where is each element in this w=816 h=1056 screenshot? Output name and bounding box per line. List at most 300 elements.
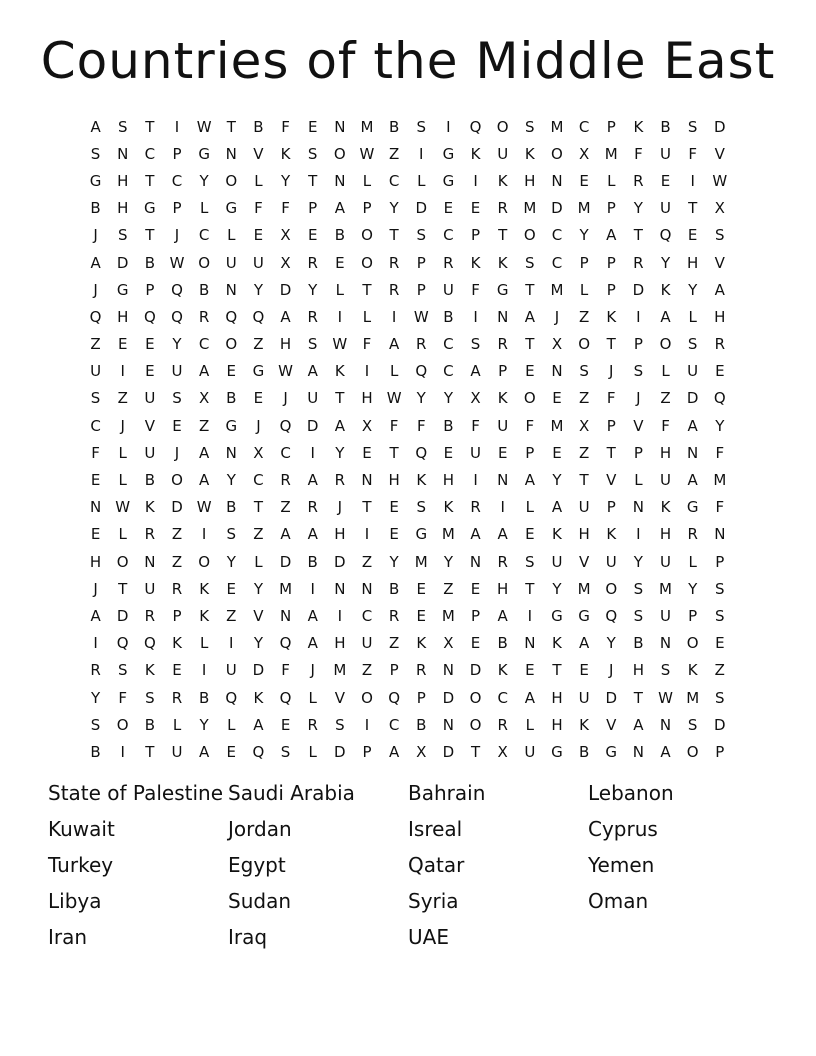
grid-letter: M xyxy=(360,117,374,136)
grid-letter: S xyxy=(470,335,481,354)
grid-letter: T xyxy=(145,117,155,136)
grid-letter: B xyxy=(144,471,155,490)
grid-letter: P xyxy=(416,253,426,272)
grid-letter: E xyxy=(172,416,182,435)
grid-letter: P xyxy=(362,742,372,761)
grid-letter: H xyxy=(442,471,455,490)
grid-letter: V xyxy=(578,552,590,571)
grid-letter: B xyxy=(144,715,155,734)
grid-letter: X xyxy=(578,416,590,435)
grid-letter: U xyxy=(361,634,373,653)
grid-letter: E xyxy=(552,389,562,408)
grid-letter: G xyxy=(442,171,455,190)
grid-letter: Y xyxy=(416,389,426,408)
grid-letter: A xyxy=(687,471,698,490)
grid-letter: A xyxy=(307,606,318,625)
grid-letter: P xyxy=(471,606,481,625)
grid-letter: T xyxy=(226,117,236,136)
grid-letter: M xyxy=(713,471,727,490)
grid-letter: Q xyxy=(143,634,156,653)
grid-letter: S xyxy=(416,117,427,136)
grid-letter: E xyxy=(226,742,237,761)
grid-letter: P xyxy=(715,742,725,761)
grid-letter: S xyxy=(90,389,101,408)
grid-letter: N xyxy=(117,144,129,163)
grid-letter: U xyxy=(144,443,156,462)
grid-letter: P xyxy=(606,253,616,272)
grid-letter: E xyxy=(579,661,589,680)
grid-letter: A xyxy=(388,335,400,354)
grid-letter: T xyxy=(606,443,616,462)
grid-letter: J xyxy=(283,389,288,408)
grid-row xyxy=(82,113,734,140)
grid-letter: I xyxy=(364,715,370,734)
grid-letter: T xyxy=(606,335,616,354)
grid-row xyxy=(82,358,734,385)
grid-letter: K xyxy=(172,634,182,653)
grid-letter: E xyxy=(145,335,155,354)
grid-letter: A xyxy=(280,525,291,544)
grid-letter: L xyxy=(579,280,589,299)
grid-letter: G xyxy=(144,199,156,218)
grid-letter: U xyxy=(660,606,672,625)
grid-letter: P xyxy=(606,199,616,218)
grid-letter: F xyxy=(688,144,697,163)
grid-letter: O xyxy=(225,171,238,190)
grid-letter: E xyxy=(470,579,481,598)
grid-letter: K xyxy=(497,253,508,272)
grid-letter: A xyxy=(307,634,318,653)
grid-row xyxy=(82,494,734,521)
grid-letter: L xyxy=(688,307,697,326)
word-list-item: Kuwait xyxy=(48,817,115,841)
grid-letter: N xyxy=(279,606,292,625)
grid-letter: P xyxy=(633,335,643,354)
grid-letter: N xyxy=(551,171,563,190)
grid-letter: Q xyxy=(225,307,238,326)
grid-row xyxy=(82,167,734,194)
grid-letter: V xyxy=(606,471,617,490)
grid-row xyxy=(82,222,734,249)
grid-letter: R xyxy=(497,552,508,571)
grid-letter: M xyxy=(441,606,455,625)
grid-letter: T xyxy=(145,742,155,761)
grid-letter: P xyxy=(172,606,182,625)
grid-row xyxy=(82,548,734,575)
grid-letter: V xyxy=(144,416,155,435)
grid-letter: B xyxy=(497,634,508,653)
grid-letter: H xyxy=(117,171,129,190)
grid-letter: H xyxy=(361,389,373,408)
grid-letter: U xyxy=(144,579,156,598)
grid-letter: R xyxy=(388,606,400,625)
grid-letter: C xyxy=(388,715,400,734)
grid-letter: O xyxy=(523,389,536,408)
grid-letter: Y xyxy=(715,416,725,435)
grid-letter: A xyxy=(307,362,318,381)
grid-letter: H xyxy=(632,661,645,680)
grid-letter: X xyxy=(280,253,291,272)
grid-letter: D xyxy=(469,661,482,680)
grid-letter: F xyxy=(91,443,100,462)
grid-letter: E xyxy=(90,471,101,490)
grid-letter: N xyxy=(334,579,346,598)
grid-letter: T xyxy=(253,498,263,517)
grid-letter: J xyxy=(93,226,98,245)
grid-letter: D xyxy=(714,117,726,136)
grid-letter: N xyxy=(497,307,509,326)
grid-letter: L xyxy=(199,634,209,653)
grid-letter: O xyxy=(469,715,482,734)
grid-letter: R xyxy=(334,471,346,490)
grid-letter: Q xyxy=(252,307,265,326)
grid-letter: C xyxy=(171,171,183,190)
grid-letter: F xyxy=(715,443,725,462)
grid-letter: Y xyxy=(552,579,562,598)
grid-letter: E xyxy=(226,579,237,598)
grid-letter: B xyxy=(198,280,210,299)
grid-letter: Z xyxy=(578,389,590,408)
grid-letter: B xyxy=(226,389,237,408)
grid-letter: S xyxy=(687,715,698,734)
grid-letter: G xyxy=(252,362,265,381)
grid-letter: E xyxy=(497,443,508,462)
grid-letter: Q xyxy=(171,280,183,299)
grid-letter: A xyxy=(687,416,698,435)
grid-letter: H xyxy=(659,525,672,544)
grid-letter: Z xyxy=(660,389,671,408)
grid-letter: C xyxy=(90,416,101,435)
grid-letter: R xyxy=(307,715,318,734)
grid-letter: H xyxy=(687,253,699,272)
grid-letter: N xyxy=(659,634,672,653)
grid-letter: W xyxy=(386,389,402,408)
grid-letter: Z xyxy=(171,525,183,544)
grid-letter: W xyxy=(359,144,375,163)
grid-letter: C xyxy=(198,226,210,245)
grid-letter: H xyxy=(334,634,346,653)
grid-letter: O xyxy=(523,226,536,245)
grid-letter: I xyxy=(419,144,424,163)
grid-letter: K xyxy=(199,606,210,625)
grid-letter: A xyxy=(524,471,535,490)
grid-letter: U xyxy=(660,199,672,218)
grid-letter: X xyxy=(578,144,590,163)
grid-row xyxy=(82,684,734,711)
grid-letter: P xyxy=(145,280,155,299)
grid-letter: A xyxy=(470,362,481,381)
grid-letter: M xyxy=(550,280,564,299)
grid-letter: U xyxy=(225,661,237,680)
grid-letter: F xyxy=(471,416,480,435)
grid-letter: K xyxy=(144,661,155,680)
grid-letter: K xyxy=(552,634,562,653)
grid-letter: X xyxy=(443,634,454,653)
grid-row xyxy=(82,630,734,657)
grid-letter: S xyxy=(633,579,644,598)
grid-letter: G xyxy=(415,525,428,544)
grid-letter: I xyxy=(120,742,125,761)
grid-letter: W xyxy=(278,362,293,381)
grid-letter: F xyxy=(281,117,290,136)
grid-letter: J xyxy=(337,498,343,517)
grid-letter: N xyxy=(225,144,237,163)
grid-letter: C xyxy=(443,335,454,354)
grid-letter: Y xyxy=(660,253,671,272)
grid-letter: T xyxy=(525,579,535,598)
grid-letter: D xyxy=(632,280,645,299)
grid-letter: O xyxy=(361,226,373,245)
grid-letter: O xyxy=(578,335,590,354)
grid-letter: C xyxy=(443,362,454,381)
grid-letter: D xyxy=(415,199,428,218)
grid-letter: M xyxy=(577,579,591,598)
word-list-item: Jordan xyxy=(228,817,292,841)
grid-letter: O xyxy=(116,715,129,734)
grid-letter: A xyxy=(633,715,644,734)
grid-letter: Q xyxy=(279,416,292,435)
grid-letter: T xyxy=(470,742,481,761)
grid-letter: K xyxy=(253,688,264,707)
grid-letter: A xyxy=(660,742,671,761)
grid-letter: Y xyxy=(172,335,182,354)
grid-letter: L xyxy=(362,307,372,326)
grid-letter: S xyxy=(633,606,644,625)
page-title: Countries of the Middle East xyxy=(40,32,776,90)
grid-row xyxy=(82,385,734,412)
word-column xyxy=(228,778,408,958)
grid-letter: S xyxy=(307,335,318,354)
grid-letter: R xyxy=(307,498,318,517)
word-column xyxy=(408,778,588,958)
grid-letter: L xyxy=(308,688,317,707)
word-list-item: Saudi Arabia xyxy=(228,781,355,805)
grid-row xyxy=(82,140,734,167)
grid-letter: Q xyxy=(713,389,726,408)
grid-letter: M xyxy=(279,579,293,598)
grid-letter: L xyxy=(118,525,127,544)
grid-letter: R xyxy=(388,253,400,272)
grid-letter: U xyxy=(578,688,590,707)
grid-letter: J xyxy=(554,307,560,326)
grid-letter: S xyxy=(117,117,128,136)
grid-letter: P xyxy=(389,661,399,680)
grid-letter: Q xyxy=(225,688,238,707)
grid-letter: R xyxy=(144,606,156,625)
grid-letter: A xyxy=(334,199,345,218)
grid-letter: P xyxy=(416,688,426,707)
grid-letter: U xyxy=(442,280,454,299)
word-list-item: Cyprus xyxy=(588,817,658,841)
word-list-item: State of Palestine xyxy=(48,781,224,805)
grid-letter: R xyxy=(171,688,183,707)
grid-letter: E xyxy=(253,226,264,245)
grid-letter: H xyxy=(279,335,292,354)
grid-letter: C xyxy=(280,443,291,462)
grid-letter: G xyxy=(686,498,699,517)
grid-letter: S xyxy=(307,144,318,163)
grid-letter: Q xyxy=(415,443,428,462)
grid-letter: D xyxy=(686,389,699,408)
grid-letter: T xyxy=(389,443,399,462)
grid-letter: H xyxy=(497,579,509,598)
grid-letter: D xyxy=(306,416,319,435)
grid-letter: V xyxy=(633,416,644,435)
grid-letter: L xyxy=(335,280,345,299)
grid-letter: K xyxy=(497,661,508,680)
grid-letter: E xyxy=(660,171,671,190)
grid-letter: S xyxy=(525,117,535,136)
grid-letter: R xyxy=(307,307,318,326)
grid-letter: E xyxy=(90,525,101,544)
grid-letter: T xyxy=(498,226,508,245)
grid-letter: T xyxy=(552,661,562,680)
grid-letter: P xyxy=(416,280,426,299)
grid-row xyxy=(82,439,734,466)
grid-letter: F xyxy=(634,144,643,163)
grid-letter: R xyxy=(171,579,183,598)
grid-row xyxy=(82,303,734,330)
grid-letter: B xyxy=(388,579,400,598)
grid-letter: J xyxy=(93,579,98,598)
word-list-item: Turkey xyxy=(48,853,114,877)
grid-letter: G xyxy=(605,742,618,761)
grid-letter: A xyxy=(524,307,535,326)
grid-letter: D xyxy=(334,742,346,761)
grid-letter: L xyxy=(254,171,263,190)
grid-letter: L xyxy=(227,715,236,734)
grid-letter: S xyxy=(687,117,698,136)
grid-letter: A xyxy=(253,715,264,734)
grid-letter: N xyxy=(659,715,672,734)
grid-letter: K xyxy=(552,525,562,544)
grid-letter: A xyxy=(497,606,508,625)
grid-letter: N xyxy=(334,171,346,190)
grid-letter: J xyxy=(310,661,315,680)
grid-row xyxy=(82,602,734,629)
grid-letter: F xyxy=(715,498,725,517)
grid-letter: Y xyxy=(389,199,399,218)
grid-letter: Q xyxy=(388,688,401,707)
grid-letter: F xyxy=(389,416,399,435)
grid-letter: I xyxy=(174,117,180,136)
grid-letter: I xyxy=(364,525,370,544)
grid-letter: P xyxy=(606,498,616,517)
grid-letter: K xyxy=(579,715,590,734)
grid-letter: N xyxy=(225,443,237,462)
grid-letter: A xyxy=(334,416,345,435)
grid-letter: L xyxy=(118,443,127,462)
grid-letter: C xyxy=(198,335,210,354)
grid-letter: E xyxy=(307,226,318,245)
grid-letter: Q xyxy=(279,688,292,707)
grid-letter: C xyxy=(578,117,590,136)
grid-letter: K xyxy=(416,471,427,490)
grid-letter: I xyxy=(201,661,207,680)
grid-letter: U xyxy=(497,144,509,163)
grid-letter: O xyxy=(333,144,346,163)
grid-letter: S xyxy=(90,144,101,163)
grid-letter: K xyxy=(606,307,617,326)
grid-letter: Y xyxy=(226,471,236,490)
grid-letter: H xyxy=(117,307,129,326)
grid-letter: K xyxy=(280,144,291,163)
grid-letter: N xyxy=(442,715,455,734)
grid-letter: G xyxy=(578,606,590,625)
grid-letter: O xyxy=(198,552,211,571)
grid-letter: K xyxy=(443,498,454,517)
grid-letter: X xyxy=(551,335,563,354)
grid-letter: U xyxy=(252,253,264,272)
grid-letter: S xyxy=(660,661,671,680)
grid-letter: V xyxy=(714,144,725,163)
grid-letter: S xyxy=(172,389,182,408)
grid-letter: A xyxy=(199,362,210,381)
grid-letter: D xyxy=(279,280,292,299)
grid-letter: F xyxy=(118,688,128,707)
grid-letter: P xyxy=(471,226,481,245)
grid-letter: G xyxy=(551,742,563,761)
grid-letter: T xyxy=(118,579,128,598)
grid-letter: Q xyxy=(252,742,265,761)
grid-letter: I xyxy=(229,634,234,653)
grid-letter: B xyxy=(443,416,454,435)
grid-letter: W xyxy=(196,498,212,517)
grid-letter: B xyxy=(660,117,671,136)
grid-row xyxy=(82,276,734,303)
grid-letter: E xyxy=(226,362,237,381)
grid-letter: J xyxy=(256,416,261,435)
grid-letter: C xyxy=(144,144,156,163)
grid-letter: S xyxy=(579,362,589,381)
grid-letter: Y xyxy=(443,552,453,571)
grid-letter: S xyxy=(525,552,535,571)
grid-letter: A xyxy=(90,253,101,272)
grid-letter: I xyxy=(636,307,641,326)
grid-letter: K xyxy=(144,498,155,517)
grid-letter: R xyxy=(416,335,427,354)
grid-letter: L xyxy=(525,715,534,734)
grid-letter: U xyxy=(171,742,183,761)
grid-letter: Z xyxy=(198,416,210,435)
grid-letter: Z xyxy=(226,606,237,625)
grid-letter: O xyxy=(361,253,373,272)
grid-letter: N xyxy=(497,471,509,490)
grid-letter: E xyxy=(579,171,589,190)
grid-letter: C xyxy=(361,606,373,625)
grid-letter: Y xyxy=(280,171,291,190)
grid-letter: E xyxy=(715,634,725,653)
grid-letter: Z xyxy=(578,443,590,462)
grid-row xyxy=(82,521,734,548)
grid-letter: D xyxy=(116,253,129,272)
grid-letter: A xyxy=(551,498,563,517)
grid-letter: E xyxy=(443,199,454,218)
grid-letter: E xyxy=(253,389,264,408)
grid-letter: R xyxy=(280,471,291,490)
grid-letter: B xyxy=(443,307,454,326)
grid-letter: R xyxy=(307,253,318,272)
grid-letter: L xyxy=(172,715,182,734)
grid-letter: O xyxy=(551,144,563,163)
grid-letter: T xyxy=(633,226,643,245)
grid-letter: S xyxy=(280,742,291,761)
grid-letter: L xyxy=(118,471,127,490)
word-list-item: Egypt xyxy=(228,853,286,877)
grid-letter: E xyxy=(416,579,426,598)
grid-letter: C xyxy=(388,171,400,190)
grid-letter: Q xyxy=(143,307,156,326)
